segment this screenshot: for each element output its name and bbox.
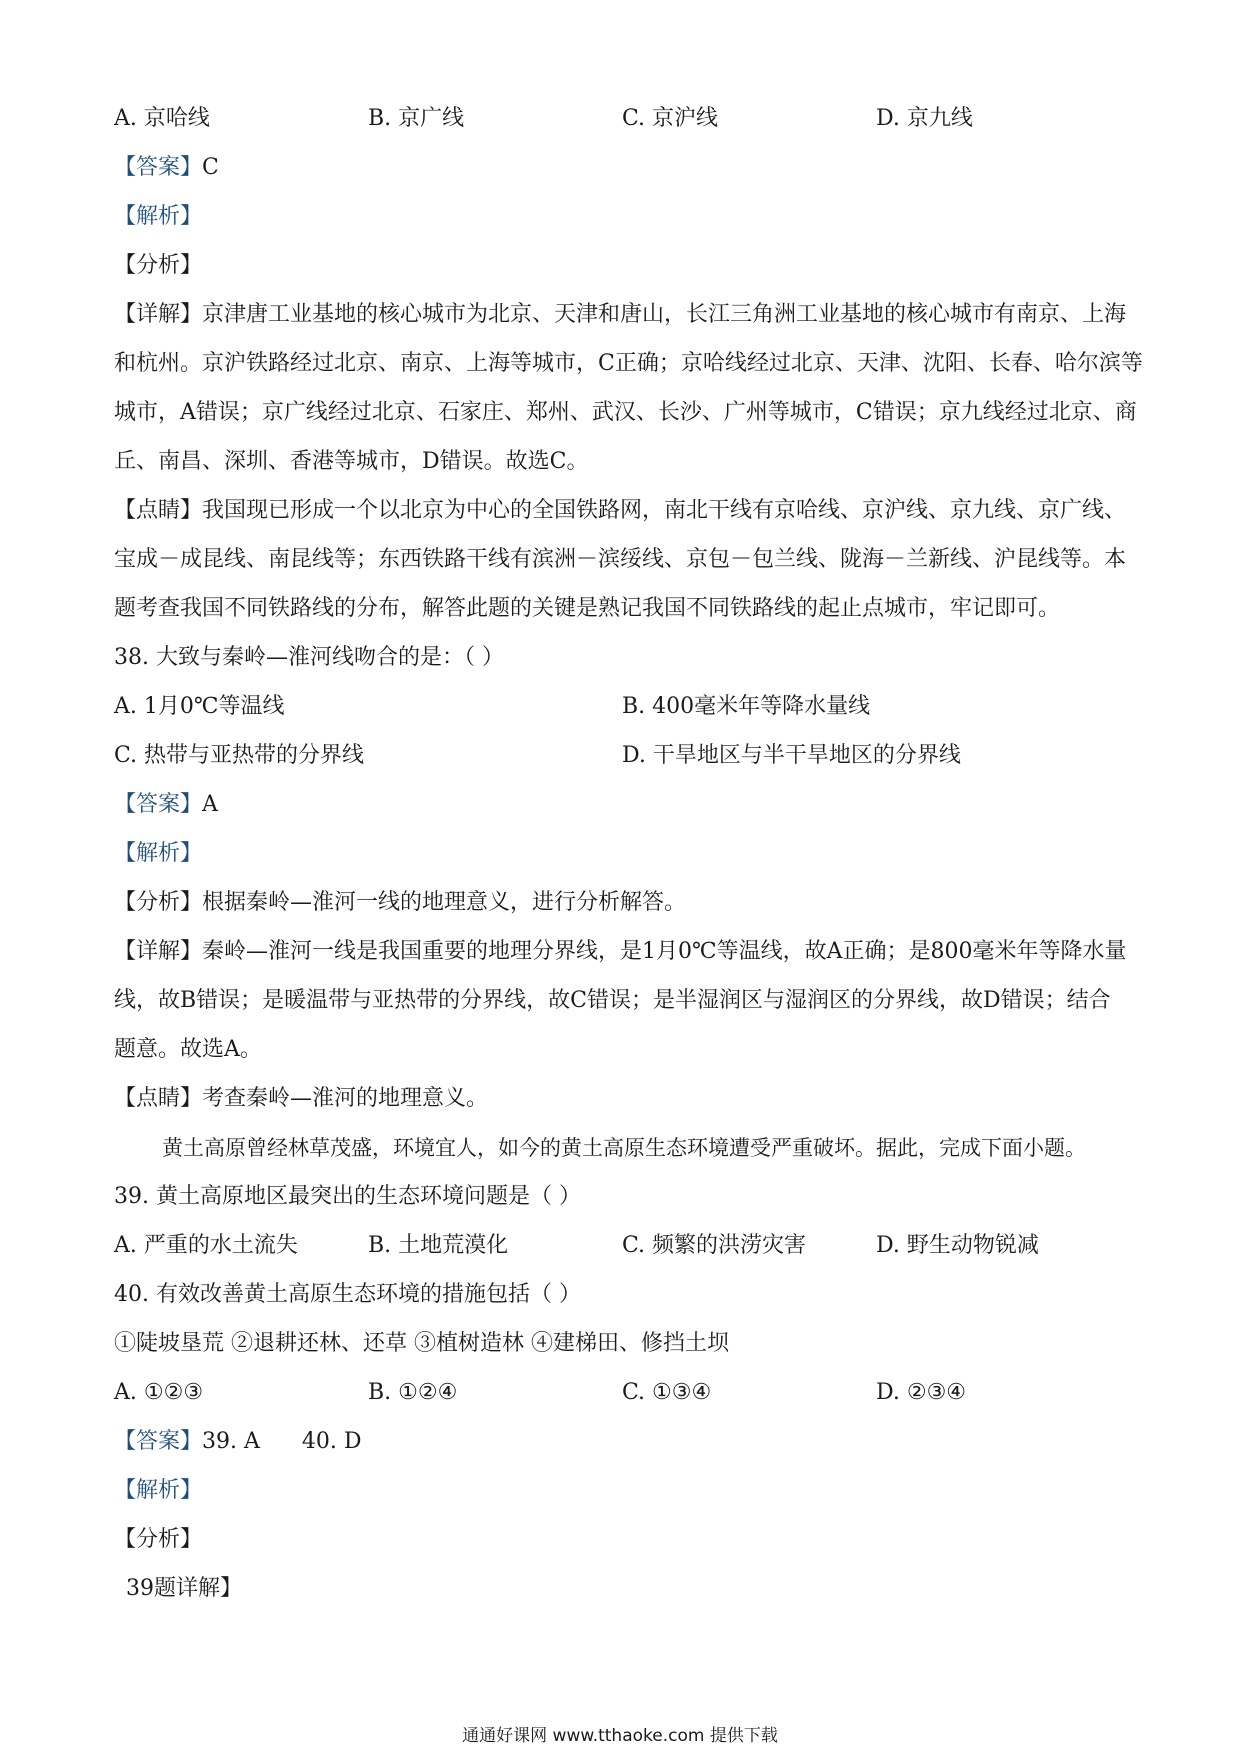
q38-option-b: B. 400毫米年等降水量线 [622, 694, 871, 719]
answer-value: A [202, 792, 218, 817]
q38-fenxi [114, 888, 1134, 918]
q39-detail-label: 39题详解】 [126, 1576, 242, 1601]
q39-option-d: D. 野生动物锐减 [876, 1233, 1039, 1258]
answer-value: 39. A 40. D [202, 1429, 362, 1454]
q38-answer [114, 790, 1134, 820]
q40-options [114, 1378, 1134, 1408]
q37-tip-line-1 [114, 496, 1134, 526]
q40-option-a: A. ①②③ [114, 1380, 204, 1405]
q38-detail-line-3: 题意。故选A。 [114, 1037, 262, 1062]
q39-option-c: C. 频繁的洪涝灾害 [622, 1233, 807, 1258]
q40-stem: 40. 有效改善黄土高原生态环境的措施包括（ ） [114, 1282, 581, 1307]
q38-option-a: A. 1月0℃等温线 [114, 694, 285, 719]
detail-label: 【详解】 [114, 302, 203, 327]
q37-detail-line-1 [114, 300, 1134, 330]
q40-fenxi-label: 【分析】 [114, 1527, 203, 1552]
q37-options [114, 104, 1134, 134]
q37-jiexi-label: 【解析】 [114, 204, 203, 229]
q37-tip-line-2: 宝成－成昆线、南昆线等；东西铁路干线有滨洲－滨绥线、京包－包兰线、陇海－兰新线、沪昆线等。本 [114, 547, 1127, 572]
answer-label: 【答案】 [114, 155, 203, 180]
q37-tip-line-3: 题考查我国不同铁路线的分布，解答此题的关键是熟记我国不同铁路线的起止点城市，牢记即可。 [114, 596, 1061, 621]
detail-text: 京津唐工业基地的核心城市为北京、天津和唐山，长江三角洲工业基地的核心城市有南京、上海 [202, 302, 1127, 327]
q38-detail-line-1 [114, 937, 1134, 967]
q37-detail-line-4: 丘、南昌、深圳、香港等城市，D错误。故选C。 [114, 449, 589, 474]
q40-jiexi-label: 【解析】 [114, 1478, 203, 1503]
q38-jiexi-label: 【解析】 [114, 841, 203, 866]
q40-option-c: C. ①③④ [622, 1380, 712, 1405]
q38-options-row-2 [114, 741, 1134, 771]
q37-option-c: C. 京沪线 [622, 106, 719, 131]
q37-fenxi-label: 【分析】 [114, 253, 203, 278]
q37-detail-line-3: 城市，A错误；京广线经过北京、石家庄、郑州、武汉、长沙、广州等城市，C错误；京九线经过北京、商 [114, 400, 1137, 425]
q37-option-b: B. 京广线 [368, 106, 465, 131]
q40-option-b: B. ①②④ [368, 1380, 458, 1405]
q39-option-b: B. 土地荒漠化 [368, 1233, 509, 1258]
answer-label: 【答案】 [114, 1429, 203, 1454]
q40-measures: ①陡坡垦荒 ②退耕还林、还草 ③植树造林 ④建梯田、修挡土坝 [114, 1331, 729, 1356]
q38-option-d: D. 干旱地区与半干旱地区的分界线 [622, 743, 961, 768]
detail-text: 秦岭—淮河一线是我国重要的地理分界线，是1月0℃等温线，故A正确；是800毫米年等降水量 [202, 939, 1127, 964]
q39-options [114, 1231, 1134, 1261]
q40-answer [114, 1427, 1134, 1457]
q40-option-d: D. ②③④ [876, 1380, 967, 1405]
q37-detail-line-2: 和杭州。京沪铁路经过北京、南京、上海等城市，C正确；京哈线经过北京、天津、沈阳、长春、哈尔滨等 [114, 351, 1143, 376]
material-text: 黄土高原曾经林草茂盛，环境宜人，如今的黄土高原生态环境遭受严重破坏。据此，完成下面小题。 [162, 1136, 1086, 1160]
q37-option-a: A. 京哈线 [114, 106, 210, 131]
q38-options-row-1 [114, 692, 1134, 722]
q38-detail-line-2: 线，故B错误；是暖温带与亚热带的分界线，故C错误；是半湿润区与湿润区的分界线，故D错误；结合 [114, 988, 1111, 1013]
q39-stem: 39. 黄土高原地区最突出的生态环境问题是（ ） [114, 1184, 581, 1209]
answer-label: 【答案】 [114, 792, 203, 817]
q38-stem: 38. 大致与秦岭—淮河线吻合的是：（ ） [114, 645, 504, 670]
detail-label: 【详解】 [114, 939, 203, 964]
fenxi-text: 根据秦岭—淮河一线的地理意义，进行分析解答。 [202, 890, 687, 915]
q38-option-c: C. 热带与亚热带的分界线 [114, 743, 365, 768]
q37-answer [114, 153, 1134, 183]
tip-text: 考查秦岭—淮河的地理意义。 [202, 1086, 489, 1111]
q39-option-a: A. 严重的水土流失 [114, 1233, 298, 1258]
tip-text: 我国现已形成一个以北京为中心的全国铁路网，南北干线有京哈线、京沪线、京九线、京广线、 [202, 498, 1127, 523]
tip-label: 【点睛】 [114, 498, 203, 523]
tip-label: 【点睛】 [114, 1086, 203, 1111]
page-footer: 通通好课网 www.tthaoke.com 提供下载 [462, 1726, 778, 1746]
answer-value: C [202, 155, 219, 180]
fenxi-label: 【分析】 [114, 890, 203, 915]
q37-option-d: D. 京九线 [876, 106, 973, 131]
q38-tip [114, 1084, 1134, 1114]
